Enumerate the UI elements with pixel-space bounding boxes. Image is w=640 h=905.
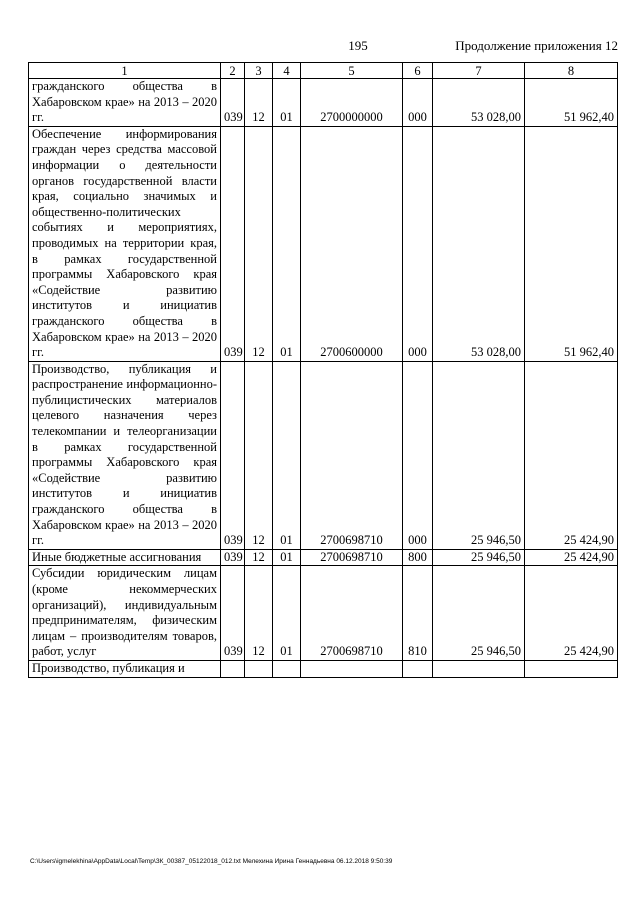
- row-cell-c3: 12: [245, 566, 273, 661]
- column-header: 1: [29, 63, 221, 79]
- row-cell-c5: 2700698710: [301, 361, 403, 549]
- row-cell-c6: 800: [403, 549, 433, 566]
- row-cell-c7: [433, 660, 525, 677]
- row-cell-c8: 51 962,40: [525, 79, 618, 127]
- row-cell-c3: 12: [245, 126, 273, 361]
- column-header: 5: [301, 63, 403, 79]
- row-name-cell: гражданского общества в Хабаровском крае» на 2013 – 2020 гг.: [29, 79, 221, 127]
- row-cell-c5: [301, 660, 403, 677]
- table-row: [29, 660, 618, 677]
- row-cell-c3: 12: [245, 79, 273, 127]
- row-cell-c7: 25 946,50: [433, 361, 525, 549]
- row-cell-c8: 25 424,90: [525, 566, 618, 661]
- row-cell-c3: 12: [245, 549, 273, 566]
- column-header: 2: [221, 63, 245, 79]
- row-cell-c4: [273, 660, 301, 677]
- column-header: 6: [403, 63, 433, 79]
- row-cell-c2: [221, 660, 245, 677]
- row-cell-c5: 2700000000: [301, 79, 403, 127]
- row-cell-c6: [403, 660, 433, 677]
- row-cell-c8: 51 962,40: [525, 126, 618, 361]
- row-cell-c2: 039: [221, 79, 245, 127]
- page-number: 195: [348, 38, 368, 53]
- row-cell-c4: 01: [273, 361, 301, 549]
- table-row: [29, 126, 618, 361]
- row-cell-c8: [525, 660, 618, 677]
- row-cell-c4: 01: [273, 126, 301, 361]
- row-cell-c3: 12: [245, 361, 273, 549]
- row-cell-c2: 039: [221, 566, 245, 661]
- row-name-cell: Производство, публикация и распространение информационно-публицистических материалов целевого назначения через телекомпании и телеорганизации в рамках государственной программы Хабаровского края «Содействие развитию институтов и инициатив гражданского общества в Хабаровском крае» на 2013 – 2020 гг.: [29, 361, 221, 549]
- row-cell-c2: 039: [221, 126, 245, 361]
- file-path-footer: C:\Users\igmelekhina\AppData\Local\Temp\ЗК_00387_05122018_012.txt Мелехина Ирина Геннадьевна 06.12.2018 9:50:39: [30, 858, 393, 865]
- column-header: 7: [433, 63, 525, 79]
- row-cell-c7: 25 946,50: [433, 549, 525, 566]
- row-cell-c5: 2700698710: [301, 549, 403, 566]
- row-name-cell: Субсидии юридическим лицам (кроме некоммерческих организаций), индивидуальным предпринимателям, физическим лицам – производителям товаров, работ, услуг: [29, 566, 221, 661]
- row-cell-c3: [245, 660, 273, 677]
- column-header: 3: [245, 63, 273, 79]
- row-cell-c2: 039: [221, 361, 245, 549]
- row-cell-c8: 25 424,90: [525, 361, 618, 549]
- row-cell-c6: 810: [403, 566, 433, 661]
- column-header: 4: [273, 63, 301, 79]
- row-cell-c7: 53 028,00: [433, 126, 525, 361]
- column-header: 8: [525, 63, 618, 79]
- row-cell-c5: 2700600000: [301, 126, 403, 361]
- row-name-cell: Иные бюджетные ассигнования: [29, 549, 221, 566]
- table-row: [29, 566, 618, 661]
- continuation-note: Продолжение приложения 12: [455, 38, 618, 53]
- row-cell-c8: 25 424,90: [525, 549, 618, 566]
- row-cell-c2: 039: [221, 549, 245, 566]
- row-cell-c6: 000: [403, 79, 433, 127]
- row-cell-c4: 01: [273, 549, 301, 566]
- table-row: [29, 79, 618, 127]
- row-cell-c5: 2700698710: [301, 566, 403, 661]
- row-name-cell: Производство, публикация и: [29, 660, 221, 677]
- row-cell-c4: 01: [273, 566, 301, 661]
- table-row: [29, 361, 618, 549]
- table-header-row: [29, 63, 618, 79]
- row-cell-c7: 53 028,00: [433, 79, 525, 127]
- row-cell-c4: 01: [273, 79, 301, 127]
- row-cell-c6: 000: [403, 126, 433, 361]
- row-cell-c7: 25 946,50: [433, 566, 525, 661]
- row-cell-c6: 000: [403, 361, 433, 549]
- row-name-cell: Обеспечение информирования граждан через средства массовой информации о деятельности органов государственной власти края, социально значимых и общественно-политических событиях и мероприятиях, проводимых на территории края, в рамках государственной программы Хабаровского края «Содействие развитию институтов и инициатив гражданского общества в Хабаровском крае» на 2013 – 2020 гг.: [29, 126, 221, 361]
- budget-table: [28, 62, 618, 678]
- table-row: [29, 549, 618, 566]
